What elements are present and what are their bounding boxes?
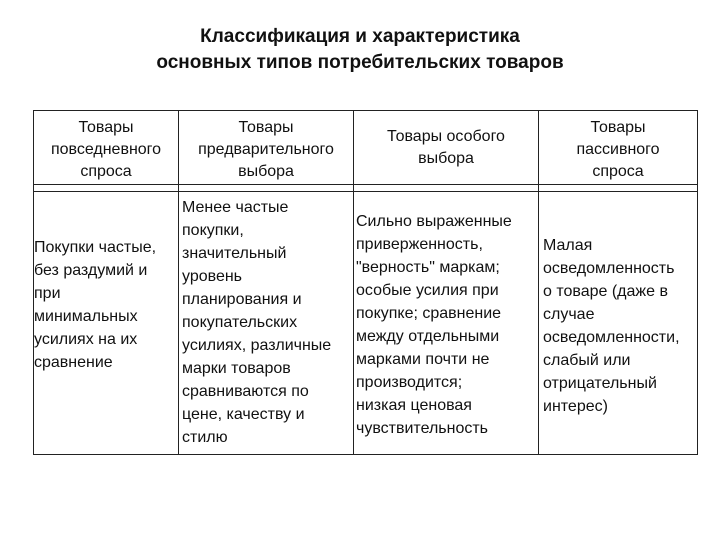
header-0-line: Товары: [78, 119, 134, 136]
cell-2-line: между отдельными: [356, 328, 500, 345]
cell-1-line: марки товаров: [182, 360, 291, 377]
cell-0-line: Покупки частые,: [34, 239, 157, 256]
header-0-line: спроса: [80, 163, 132, 180]
header-cell-2: [354, 126, 538, 170]
body-cell-2: [354, 192, 538, 440]
cell-1-line: планирования и: [182, 291, 302, 308]
title-line-2: основных типов потребительских товаров: [156, 52, 564, 73]
cell-2-line: чувствительность: [356, 420, 489, 437]
header-3-line: пассивного: [576, 141, 660, 158]
cell-2-line: Сильно выраженные: [356, 213, 512, 230]
header-1-line: выбора: [238, 163, 294, 180]
cell-0-line: усилиях на их: [34, 331, 138, 348]
cell-0-line: сравнение: [34, 354, 113, 371]
header-2-line: Товары особого: [387, 127, 505, 145]
cell-3-line: слабый или: [543, 352, 631, 369]
cell-preselected-goods: [179, 192, 354, 455]
cell-3-line: случае: [543, 306, 595, 323]
cell-0-line: минимальных: [34, 308, 138, 325]
header-3-line: Товары: [590, 119, 646, 136]
cell-3-line: Малая: [543, 237, 593, 254]
cell-1-line: цене, качеству и: [182, 406, 305, 423]
header-row: [34, 111, 698, 185]
header-1-line: предварительного: [198, 141, 334, 158]
header-cell-3: [539, 111, 697, 183]
cell-2-line: особые усилия при: [356, 282, 499, 299]
cell-2-line: приверженность,: [356, 236, 483, 253]
cell-passive-goods: [539, 192, 698, 455]
cell-1-line: покупательских: [182, 314, 298, 331]
cell-2-line: покупке; сравнение: [356, 305, 502, 322]
header-everyday-goods: [34, 111, 179, 185]
header-passive-goods: [539, 111, 698, 185]
cell-1-line: покупки,: [182, 222, 244, 239]
cell-1-line: значительный: [182, 245, 287, 262]
cell-3-line: осведомленность: [543, 260, 675, 277]
header-3-line: спроса: [592, 163, 644, 180]
header-0-line: повседневного: [50, 141, 162, 158]
cell-3-line: осведомленности,: [543, 329, 680, 346]
cell-3-line: о товаре (даже в: [543, 283, 668, 300]
header-preselected-goods: [179, 111, 354, 185]
cell-1-line: стилю: [182, 429, 228, 446]
cell-3-line: отрицательный: [543, 375, 657, 392]
body-cell-3: [539, 192, 697, 418]
body-cell-0: [34, 192, 178, 374]
body-row: [34, 192, 698, 455]
cell-everyday-goods: [34, 192, 179, 455]
cell-1-line: усилиях, различные: [182, 337, 332, 354]
cell-2-line: производится;: [356, 374, 463, 391]
header-special-goods: [354, 111, 539, 185]
spacer-row: [34, 185, 698, 192]
slide-title: [0, 24, 720, 76]
cell-2-line: марками почти не: [356, 351, 490, 368]
body-cell-1: [179, 192, 353, 449]
header-2-line: выбора: [418, 149, 474, 167]
cell-0-line: без раздумий и: [34, 262, 148, 279]
cell-3-line: интерес): [543, 398, 608, 415]
cell-1-line: уровень: [182, 268, 243, 285]
classification-table: [33, 110, 698, 455]
cell-1-line: Менее частые: [182, 199, 289, 216]
header-1-line: Товары: [238, 119, 294, 136]
cell-special-goods: [354, 192, 539, 455]
header-cell-0: [34, 111, 178, 183]
cell-1-line: сравниваются по: [182, 383, 309, 400]
cell-0-line: при: [34, 285, 61, 302]
header-cell-1: [179, 111, 353, 183]
cell-2-line: "верность" маркам;: [356, 259, 500, 276]
cell-2-line: низкая ценовая: [356, 397, 472, 414]
title-line-1: Классификация и характеристика: [200, 26, 520, 47]
